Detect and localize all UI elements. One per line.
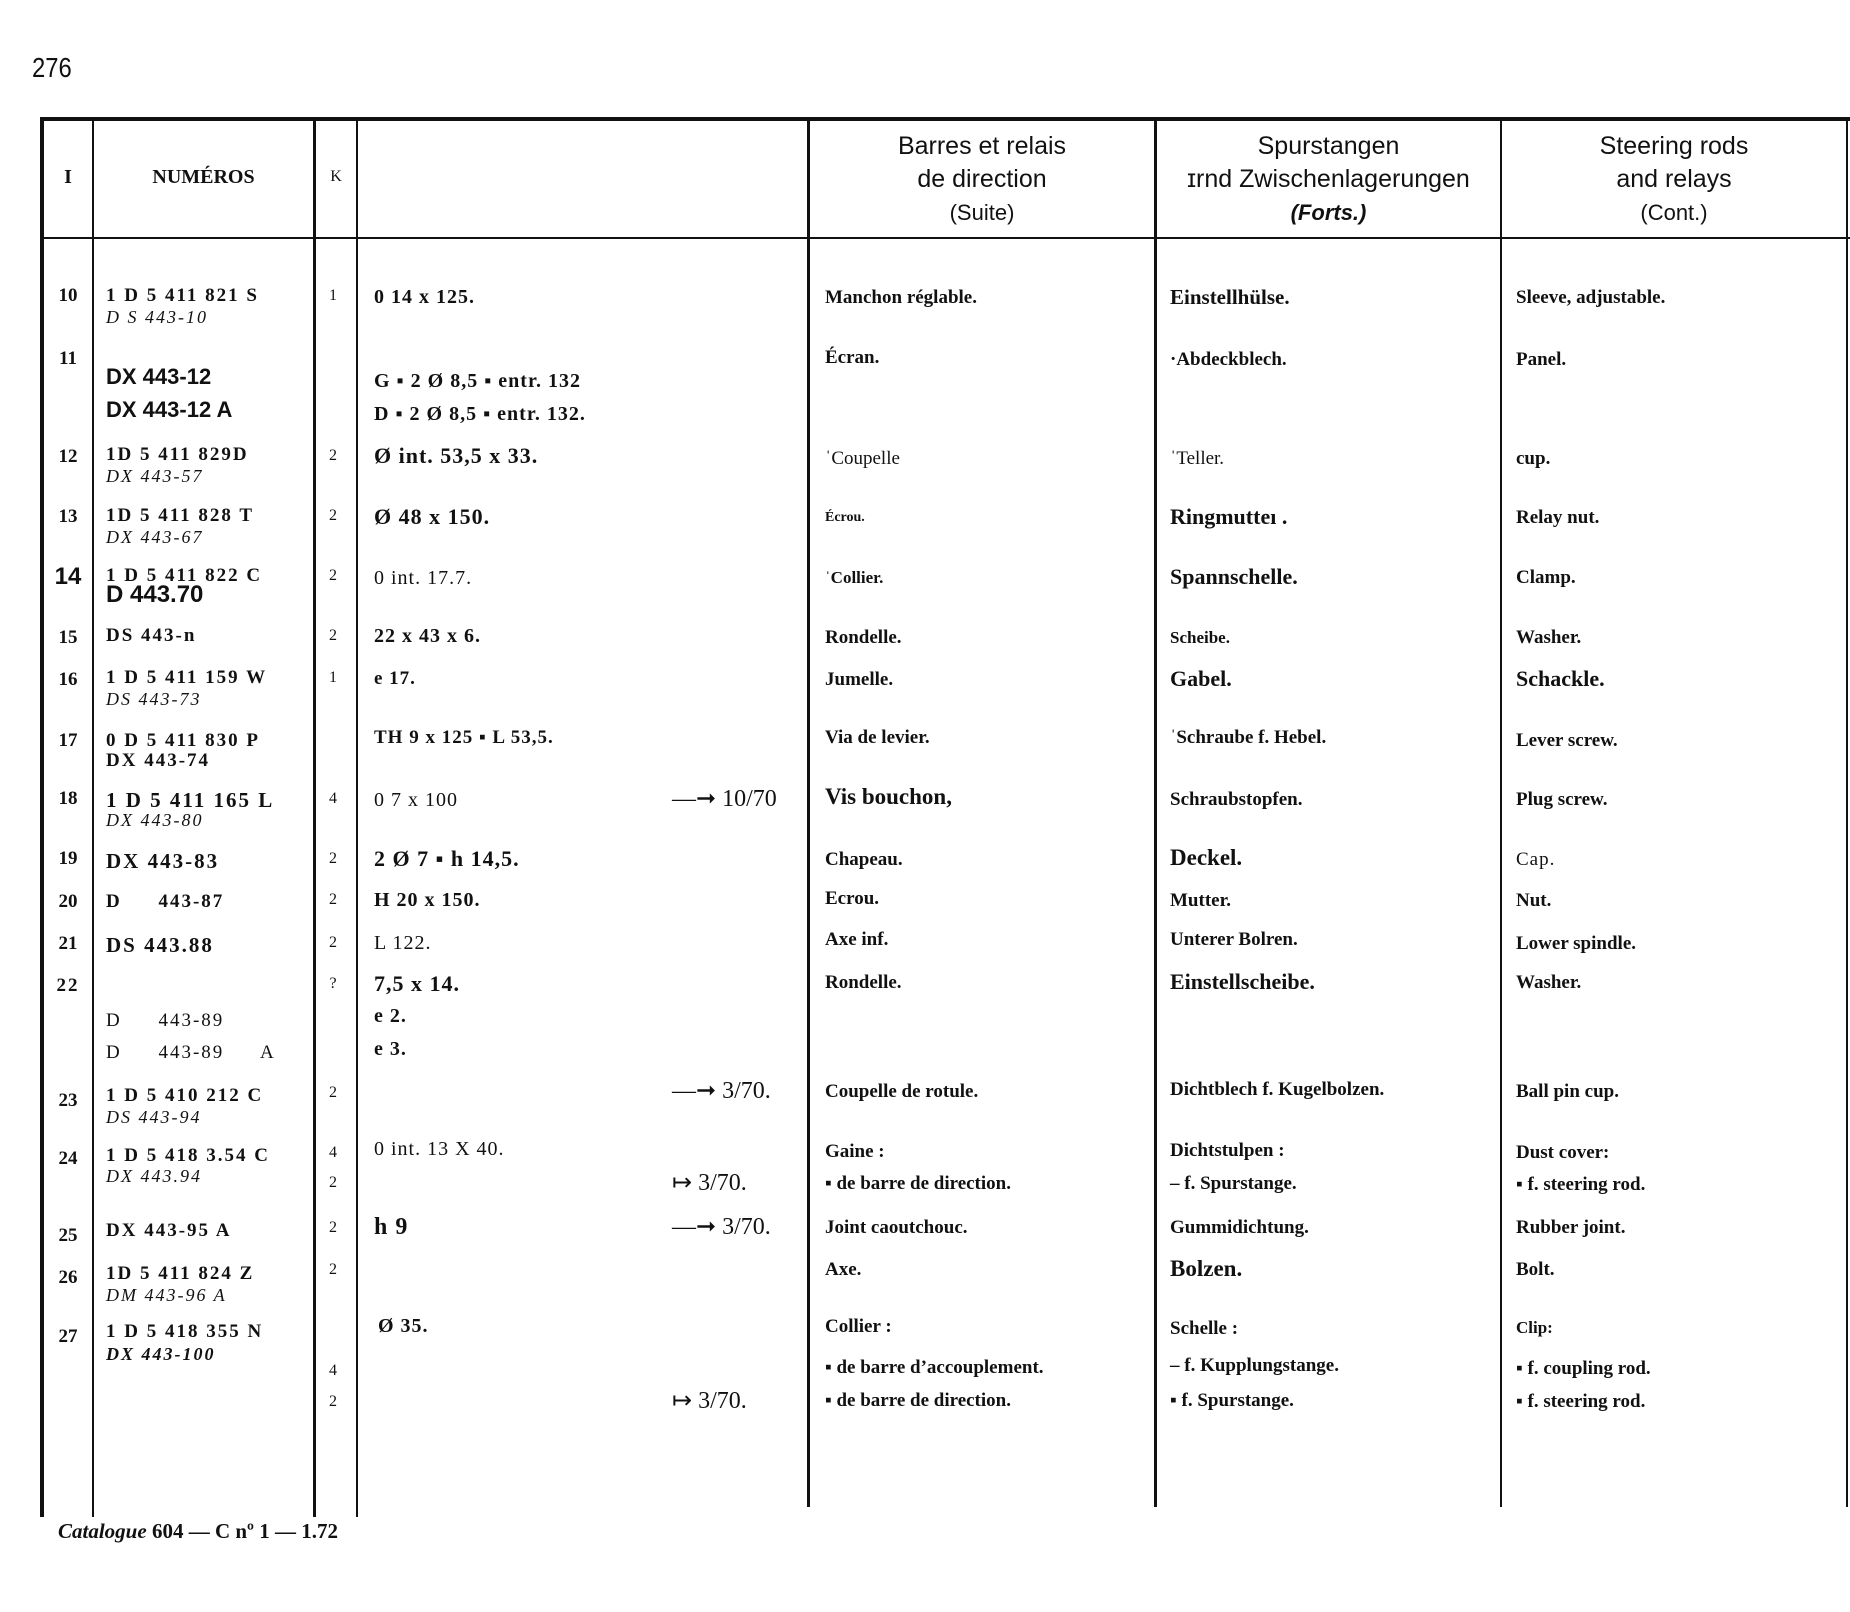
part-ref-alt: D S 443-10 bbox=[106, 307, 208, 327]
desc-en: Lower spindle. bbox=[1516, 933, 1637, 954]
dimension: 0 int. 17.7. bbox=[374, 567, 473, 589]
part-ref: 1 D 5 418 3.54 C bbox=[106, 1145, 270, 1166]
desc-de: Dichtstulpen : bbox=[1170, 1140, 1285, 1161]
part-ref: DX 443-12 bbox=[106, 364, 212, 389]
desc-en: cup. bbox=[1516, 448, 1551, 469]
col-rule-5 bbox=[1154, 117, 1157, 1507]
desc-fr: Axe. bbox=[825, 1259, 862, 1280]
part-ref: DS 443.88 bbox=[106, 933, 214, 957]
header-french bbox=[810, 130, 1154, 229]
dimension-3: e 3. bbox=[374, 1038, 407, 1060]
header-french-sub: (Suite) bbox=[949, 200, 1015, 225]
desc-fr: Collier : bbox=[825, 1316, 892, 1337]
qty-2: 2 bbox=[329, 1393, 337, 1410]
part-ref-alt: D 443-89 A bbox=[106, 1042, 276, 1063]
desc-fr: ˈCoupelle bbox=[825, 448, 900, 469]
dimension: L 122. bbox=[374, 932, 432, 954]
row-index: 26 bbox=[58, 1267, 78, 1288]
dimension: 0 14 x 125. bbox=[374, 286, 475, 308]
desc-en: Lever screw. bbox=[1516, 730, 1618, 751]
dimension: 0 int. 13 X 40. bbox=[374, 1138, 505, 1160]
dimension: e 17. bbox=[374, 668, 416, 689]
date-marker: —➞ 3/70. bbox=[672, 1078, 771, 1104]
desc-en: Washer. bbox=[1516, 972, 1582, 993]
part-ref-alt: DS 443-94 bbox=[106, 1107, 202, 1127]
row-index: 21 bbox=[58, 933, 78, 954]
qty: 2 bbox=[329, 1084, 337, 1101]
header-bottom-rule bbox=[40, 237, 1850, 239]
qty: 1 bbox=[329, 287, 337, 304]
dimension: H 20 x 150. bbox=[374, 889, 481, 911]
desc-fr: Jumelle. bbox=[825, 669, 894, 690]
footer-catalogue-word: Catalogue bbox=[58, 1519, 147, 1543]
desc-fr: Rondelle. bbox=[825, 627, 902, 648]
desc-fr: Manchon réglable. bbox=[825, 287, 977, 308]
desc-en: Clip: bbox=[1516, 1318, 1553, 1337]
desc-fr: Rondelle. bbox=[825, 972, 902, 993]
qty: 4 bbox=[329, 1362, 337, 1379]
row-index: 12 bbox=[58, 446, 78, 467]
part-ref-alt: DX 443-57 bbox=[106, 466, 204, 486]
desc-de: Deckel. bbox=[1170, 845, 1243, 870]
desc-fr-3: ▪ de barre de direction. bbox=[825, 1390, 1011, 1411]
desc-fr: ˈCollier. bbox=[825, 568, 884, 587]
part-ref: 1D 5 411 829D bbox=[106, 444, 249, 465]
desc-fr: Coupelle de rotule. bbox=[825, 1081, 979, 1102]
part-ref: D 443-89 bbox=[106, 1010, 225, 1031]
desc-en-2: ▪ f. steering rod. bbox=[1516, 1174, 1646, 1195]
part-ref: 1D 5 411 828 T bbox=[106, 505, 255, 526]
qty: ? bbox=[329, 975, 337, 992]
desc-de: Spannschelle. bbox=[1170, 564, 1298, 589]
row-index: 15 bbox=[58, 627, 78, 648]
row-index: 22 bbox=[56, 975, 80, 996]
desc-en: Schackle. bbox=[1516, 666, 1605, 691]
desc-de: Gabel. bbox=[1170, 666, 1232, 691]
part-ref: DS 443-n bbox=[106, 625, 197, 646]
footer-catalogue-ref: 604 — C nº 1 — 1.72 bbox=[151, 1519, 338, 1543]
desc-fr: Axe inf. bbox=[825, 929, 889, 950]
desc-fr: Gaine : bbox=[825, 1141, 885, 1162]
desc-de-2: – f. Spurstange. bbox=[1170, 1173, 1297, 1194]
desc-de-2: – f. Kupplungstange. bbox=[1170, 1355, 1339, 1376]
dimension: h 9 bbox=[374, 1214, 409, 1240]
qty: 2 bbox=[329, 447, 337, 464]
desc-de: Unterer Bolren. bbox=[1170, 929, 1298, 950]
part-ref-alt: DX 443-74 bbox=[106, 750, 211, 771]
desc-de: Schraubstopfen. bbox=[1170, 789, 1303, 810]
desc-de-3: ▪ f. Spurstange. bbox=[1170, 1390, 1294, 1411]
desc-en: Bolt. bbox=[1516, 1259, 1555, 1280]
desc-de: Mutter. bbox=[1170, 890, 1232, 911]
desc-de: ˈTeller. bbox=[1170, 448, 1225, 469]
table-top-rule bbox=[40, 117, 1850, 121]
header-french-title-1: Barres et relais bbox=[897, 132, 1067, 160]
part-ref: 1 D 5 411 821 S bbox=[106, 285, 259, 306]
col-rule-4 bbox=[807, 117, 810, 1507]
part-ref-alt: DX 443-12 A bbox=[106, 397, 233, 422]
part-ref: 1 D 5 411 165 L bbox=[106, 788, 275, 812]
row-index: 23 bbox=[58, 1090, 78, 1111]
part-ref-alt: DM 443-96 A bbox=[106, 1285, 227, 1305]
desc-en: Sleeve, adjustable. bbox=[1516, 287, 1666, 308]
part-ref-alt: DX 443.94 bbox=[106, 1166, 202, 1186]
part-ref: 1 D 5 410 212 C bbox=[106, 1085, 264, 1106]
part-ref: DX 443-95 A bbox=[106, 1220, 232, 1241]
part-ref: D 443-87 bbox=[106, 891, 225, 912]
dimension: Ø int. 53,5 x 33. bbox=[374, 443, 539, 468]
row-index: 10 bbox=[58, 285, 78, 306]
part-ref: 1 D 5 411 159 W bbox=[106, 667, 268, 688]
desc-de: Bolzen. bbox=[1170, 1256, 1243, 1281]
desc-en: Panel. bbox=[1516, 349, 1567, 370]
desc-fr: Écran. bbox=[825, 347, 880, 368]
desc-de: Dichtblech f. Kugelbolzen. bbox=[1170, 1079, 1385, 1100]
desc-en: Relay nut. bbox=[1516, 507, 1600, 528]
desc-fr: Joint caoutchouc. bbox=[825, 1217, 968, 1238]
part-ref: 0 D 5 411 830 P bbox=[106, 730, 261, 751]
desc-en-2: ▪ f. coupling rod. bbox=[1516, 1358, 1651, 1379]
date-marker: ↦ 3/70. bbox=[672, 1388, 747, 1414]
desc-en-3: ▪ f. steering rod. bbox=[1516, 1391, 1646, 1412]
header-english-sub: (Cont.) bbox=[1640, 200, 1708, 225]
table-left-rule bbox=[40, 117, 44, 1517]
header-german-sub: (Forts.) bbox=[1290, 200, 1367, 225]
desc-de: Schelle : bbox=[1170, 1318, 1239, 1339]
desc-en: Dust cover: bbox=[1516, 1142, 1610, 1163]
row-index: 16 bbox=[58, 669, 78, 690]
dimension: TH 9 x 125 ▪ L 53,5. bbox=[374, 727, 554, 748]
page-number: 276 bbox=[32, 52, 72, 83]
part-ref-alt: D 443.70 bbox=[106, 581, 204, 608]
qty: 1 bbox=[329, 669, 337, 686]
row-index: 25 bbox=[58, 1225, 78, 1246]
qty: 2 bbox=[329, 507, 337, 524]
desc-en: Ball pin cup. bbox=[1516, 1081, 1619, 1102]
part-ref: 1 D 5 411 822 C bbox=[106, 565, 263, 586]
header-german-title-2: ɪrnd Zwischenlagerungen bbox=[1187, 165, 1470, 193]
part-ref: 1D 5 411 824 Z bbox=[106, 1263, 255, 1284]
qty: 2 bbox=[329, 627, 337, 644]
desc-fr: Écrou. bbox=[825, 510, 865, 525]
desc-en: Cap. bbox=[1516, 849, 1556, 870]
dimension: 7,5 x 14. bbox=[374, 971, 460, 996]
dimension-2: D ▪ 2 Ø 8,5 ▪ entr. 132. bbox=[374, 403, 586, 425]
desc-de: Einstellhülse. bbox=[1170, 285, 1290, 309]
desc-fr-2: ▪ de barre d’accouplement. bbox=[825, 1357, 1044, 1378]
header-english-title-2: and relays bbox=[1616, 165, 1732, 193]
dimension: G ▪ 2 Ø 8,5 ▪ entr. 132 bbox=[374, 370, 581, 392]
part-ref: DX 443-83 bbox=[106, 849, 220, 873]
col-rule-6 bbox=[1500, 117, 1502, 1507]
part-ref: 1 D 5 418 355 N bbox=[106, 1321, 264, 1342]
header-english bbox=[1502, 130, 1846, 229]
qty: 4 bbox=[329, 790, 337, 807]
desc-fr-2: ▪ de barre de direction. bbox=[825, 1173, 1011, 1194]
desc-de: ·Abdeckblech. bbox=[1170, 349, 1287, 370]
dimension: 22 x 43 x 6. bbox=[374, 625, 481, 647]
desc-de: ˈSchraube f. Hebel. bbox=[1170, 727, 1327, 748]
dimension-2: e 2. bbox=[374, 1005, 407, 1027]
col-rule-3 bbox=[356, 117, 358, 1517]
desc-de: Gummidichtung. bbox=[1170, 1217, 1309, 1238]
header-numbers: NUMÉROS bbox=[152, 166, 255, 188]
qty: 2 bbox=[329, 567, 337, 584]
row-index: 27 bbox=[58, 1326, 78, 1347]
row-index: 13 bbox=[58, 506, 78, 527]
dimension: 0 7 x 100 bbox=[374, 789, 458, 811]
desc-de: Scheibe. bbox=[1170, 628, 1230, 647]
header-german-title-1: Spurstangen bbox=[1257, 132, 1400, 160]
desc-fr: Ecrou. bbox=[825, 888, 880, 909]
qty: 2 bbox=[329, 934, 337, 951]
desc-en: Nut. bbox=[1516, 890, 1552, 911]
part-ref-alt: DX 443-67 bbox=[106, 527, 204, 547]
row-index: 19 bbox=[58, 848, 78, 869]
qty: 4 bbox=[329, 1144, 337, 1161]
desc-en: Clamp. bbox=[1516, 567, 1576, 588]
catalogue-footer bbox=[58, 1519, 338, 1544]
col-rule-2 bbox=[313, 117, 316, 1517]
col-rule-1 bbox=[92, 117, 94, 1517]
row-index: 24 bbox=[58, 1148, 78, 1169]
desc-de: Ringmutteı . bbox=[1170, 504, 1288, 529]
col-rule-7 bbox=[1846, 117, 1848, 1507]
date-marker: ↦ 3/70. bbox=[672, 1170, 747, 1196]
desc-de: Einstellscheibe. bbox=[1170, 969, 1315, 994]
part-ref-alt: DX 443-100 bbox=[106, 1344, 216, 1364]
qty: 2 bbox=[329, 891, 337, 908]
date-marker: —➞ 10/70 bbox=[672, 786, 777, 812]
row-index: 18 bbox=[58, 788, 78, 809]
header-index: I bbox=[64, 166, 72, 188]
row-index: 11 bbox=[59, 348, 77, 369]
row-index: 20 bbox=[58, 891, 78, 912]
header-german bbox=[1157, 130, 1500, 229]
desc-en: Washer. bbox=[1516, 627, 1582, 648]
desc-fr: Via de levier. bbox=[825, 727, 930, 748]
dimension: Ø 48 x 150. bbox=[374, 504, 491, 529]
row-index: 17 bbox=[58, 730, 78, 751]
part-ref-alt: DS 443-73 bbox=[106, 689, 202, 709]
header-english-title-1: Steering rods bbox=[1599, 132, 1749, 160]
dimension: 2 Ø 7 ▪ h 14,5. bbox=[374, 846, 520, 871]
qty: 2 bbox=[329, 1219, 337, 1236]
date-marker: —➞ 3/70. bbox=[672, 1214, 771, 1240]
desc-en: Rubber joint. bbox=[1516, 1217, 1626, 1238]
qty: 2 bbox=[329, 1261, 337, 1278]
dimension: Ø 35. bbox=[378, 1315, 429, 1337]
qty-2: 2 bbox=[329, 1174, 337, 1191]
header-french-title-2: de direction bbox=[917, 165, 1047, 193]
qty: 2 bbox=[329, 850, 337, 867]
desc-en: Plug screw. bbox=[1516, 789, 1608, 810]
header-qty: K bbox=[330, 168, 342, 185]
part-ref-alt: DX 443-80 bbox=[106, 810, 204, 830]
desc-fr: Chapeau. bbox=[825, 849, 903, 870]
desc-fr: Vis bouchon, bbox=[825, 784, 952, 809]
row-index: 14 bbox=[54, 563, 82, 590]
